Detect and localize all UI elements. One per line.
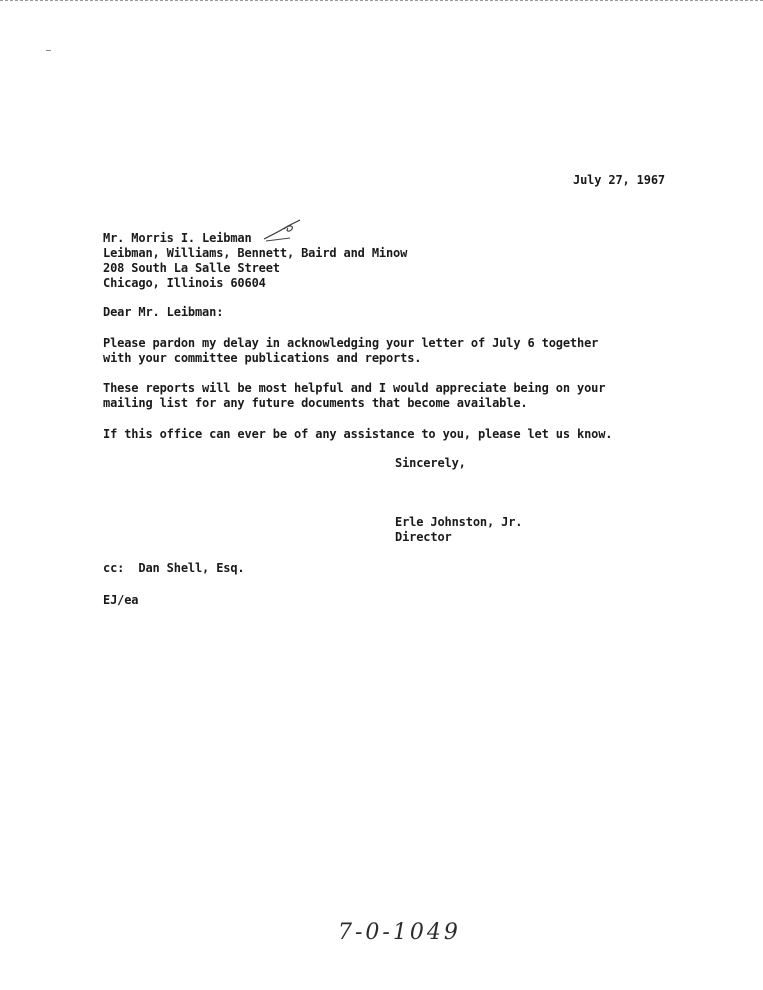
recipient-name: Mr. Morris I. Leibman bbox=[103, 231, 252, 245]
recipient-firm: Leibman, Williams, Bennett, Baird and Minow bbox=[103, 246, 408, 260]
paragraph-2-line-2: mailing list for any future documents that become available. bbox=[103, 396, 528, 410]
closing: Sincerely, bbox=[395, 456, 466, 470]
salutation: Dear Mr. Leibman: bbox=[103, 305, 224, 319]
letter-date: July 27, 1967 bbox=[573, 173, 665, 187]
stray-mark bbox=[46, 50, 51, 51]
handwritten-file-number: 7-0-1049 bbox=[338, 920, 461, 945]
cc-line: cc: Dan Shell, Esq. bbox=[103, 561, 245, 575]
signer-title: Director bbox=[395, 530, 452, 544]
paragraph-2-line-1: These reports will be most helpful and I would appreciate being on your bbox=[103, 381, 606, 395]
recipient-city: Chicago, Illinois 60604 bbox=[103, 276, 266, 290]
recipient-street: 208 South La Salle Street bbox=[103, 261, 280, 275]
top-dashed-rule bbox=[0, 0, 763, 1]
handwritten-scribble-icon bbox=[258, 213, 304, 247]
reference-initials: EJ/ea bbox=[103, 593, 139, 607]
paragraph-1-line-1: Please pardon my delay in acknowledging your letter of July 6 together bbox=[103, 336, 599, 350]
paragraph-1-line-2: with your committee publications and reports. bbox=[103, 351, 422, 365]
signer-name: Erle Johnston, Jr. bbox=[395, 515, 523, 529]
paragraph-3-line-1: If this office can ever be of any assistance to you, please let us know. bbox=[103, 427, 613, 441]
